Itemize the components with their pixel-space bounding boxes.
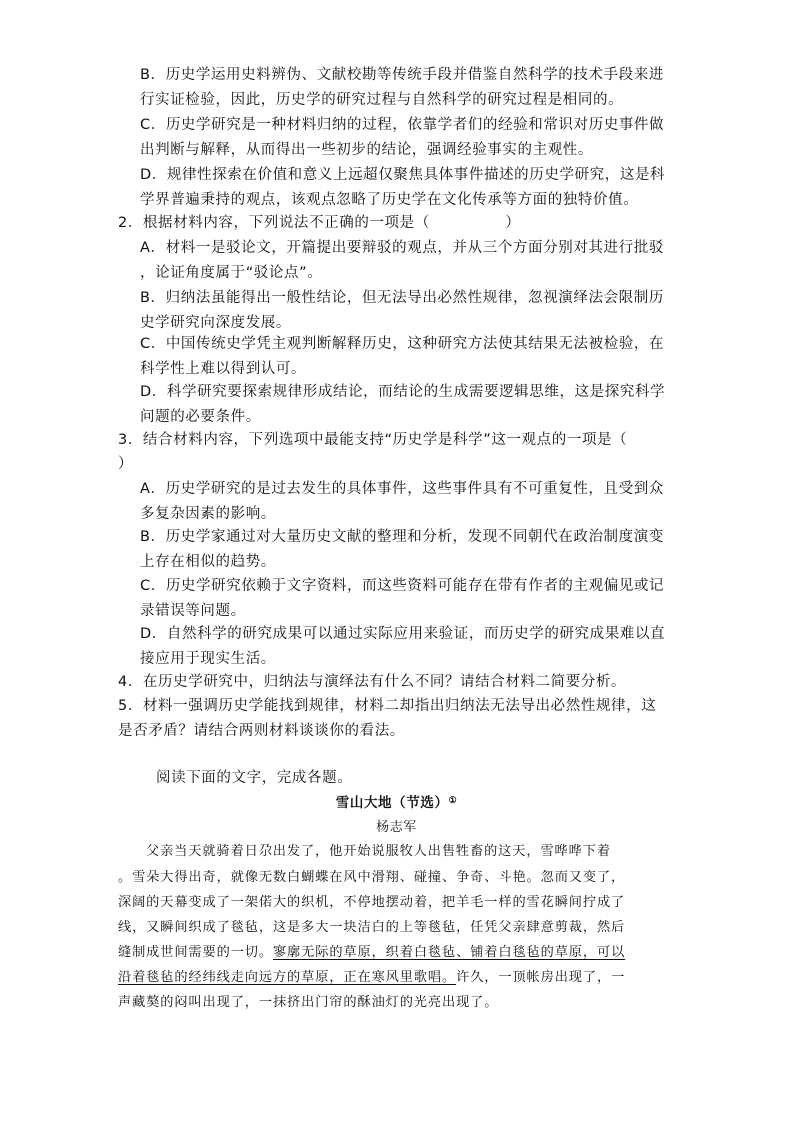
underlined-sentence-part2: 沿着毯毡的经纬线走向远方的草原，正在寒风里歌唱。 bbox=[118, 970, 457, 985]
q3-option-d-line1: D．自然科学的研究成果可以通过实际应用来验证，而历史学的研究成果难以直 bbox=[140, 626, 666, 642]
q2-option-c-line2: 科学性上难以得到认可。 bbox=[140, 361, 307, 377]
q5-line2: 是否矛盾？请结合两则材料谈谈你的看法。 bbox=[118, 723, 405, 739]
q1-option-c-line1: C．历史学研究是一种材料归纳的过程，依靠学者们的经验和常识对历史事件做 bbox=[140, 117, 665, 133]
story-line-2: 。雪朵大得出奇，就像无数白蝴蝶在风中滑翔、碰撞、争奇、斗艳。忽而又变了， bbox=[118, 870, 626, 885]
story-title-text: 雪山大地（节选） bbox=[335, 795, 449, 811]
q3-stem-line2: ） bbox=[118, 456, 134, 472]
footnote-marker: ① bbox=[448, 796, 458, 806]
q2-option-a-line2: ，论证角度属于“驳论点”。 bbox=[140, 265, 323, 281]
q1-option-b-line1: B．历史学运用史料辨伪、文献校勘等传统手段并借鉴自然科学的技术手段来进 bbox=[140, 67, 664, 83]
q2-option-b-line1: B．归纳法虽能得出一般性结论，但无法导出必然性规律，忽视演绎法会限制历 bbox=[140, 290, 664, 306]
q3-option-b-line1: B．历史学家通过对大量历史文献的整理和分析，发现不同朝代在政治制度演变 bbox=[140, 529, 664, 545]
reading-instruction: 阅读下面的文字，完成各题。 bbox=[156, 770, 353, 786]
q1-option-d-line1: D．规律性探索在价值和意义上远超仅聚焦具体事件描述的历史学研究，这是科 bbox=[140, 167, 666, 183]
q3-option-c-line1: C．历史学研究依赖于文字资料，而这些资料可能存在带有作者的主观偏见或记 bbox=[140, 578, 665, 594]
q3-option-c-line2: 录错误等问题。 bbox=[140, 603, 246, 619]
q2-option-a-line1: A．材料一是驳论文，开篇提出要辩驳的观点，并从三个方面分别对其进行批驳 bbox=[140, 240, 664, 256]
q2-stem: 2．根据材料内容，下列说法不正确的一项是（ ） bbox=[118, 215, 521, 231]
story-title bbox=[0, 791, 793, 815]
q5-line1: 5．材料一强调历史学能找到规律，材料二却指出归纳法无法导出必然性规律，这 bbox=[118, 698, 657, 714]
q1-option-c-line2: 出判断与解释，从而得出一些初步的结论，强调经验事实的主观性。 bbox=[140, 142, 593, 158]
q3-option-d-line2: 接应用于现实生活。 bbox=[140, 651, 276, 667]
q1-option-d-line2: 学界普遍秉持的观点，该观点忽略了历史学在文化传承等方面的独特价值。 bbox=[140, 192, 639, 208]
q3-option-a-line2: 多复杂因素的影响。 bbox=[140, 506, 276, 522]
story-line-5-plain: 缝制成世间需要的一切。 bbox=[118, 945, 273, 960]
story-line-5 bbox=[118, 941, 625, 965]
story-line-7: 声藏獒的闷叫出现了，一抹挤出门帘的酥油灯的光亮出现了。 bbox=[118, 995, 499, 1010]
q2-option-d-line1: D．科学研究要探索规律形成结论，而结论的生成需要逻辑思维，这是探究科学 bbox=[140, 384, 666, 400]
q3-option-a-line1: A．历史学研究的是过去发生的具体事件，这些事件具有不可重复性，且受到众 bbox=[140, 481, 664, 497]
q3-option-b-line2: 上存在相似的趋势。 bbox=[140, 554, 276, 570]
q4-question: 4．在历史学研究中，归纳法与演绎法有什么不同？请结合材料二简要分析。 bbox=[118, 674, 627, 690]
q1-option-b-line2: 行实证检验，因此，历史学的研究过程与自然科学的研究过程是相同的。 bbox=[140, 92, 624, 108]
story-line-1: 父亲当天就骑着日尕出发了，他开始说服牧人出售牲畜的这天，雪哗哗下着 bbox=[146, 844, 611, 859]
story-author: 杨志军 bbox=[376, 820, 417, 835]
q2-option-d-line2: 问题的必要条件。 bbox=[140, 409, 261, 425]
story-line-3: 深阔的天幕变成了一架偌大的织机，不停地摆动着，把羊毛一样的雪花瞬间拧成了 bbox=[118, 895, 626, 910]
q2-option-b-line2: 史学研究向深度发展。 bbox=[140, 315, 291, 331]
q2-option-c-line1: C．中国传统史学凭主观判断解释历史，这种研究方法使其结果无法被检验，在 bbox=[140, 336, 665, 352]
story-line-6 bbox=[118, 966, 625, 990]
story-line-4: 线，又瞬间织成了毯毡，这是多大一块洁白的上等毯毡，任凭父亲肆意剪裁，然后 bbox=[118, 920, 626, 935]
underlined-sentence-part1: 寥廓无际的草原，织着白毯毡、铺着白毯毡的草原，可以 bbox=[272, 945, 626, 960]
story-line-6-plain: 许久，一顶帐房出现了，一 bbox=[456, 970, 626, 985]
q3-stem-line1: 3．结合材料内容，下列选项中最能支持“历史学是科学”这一观点的一项是（ bbox=[118, 432, 628, 448]
